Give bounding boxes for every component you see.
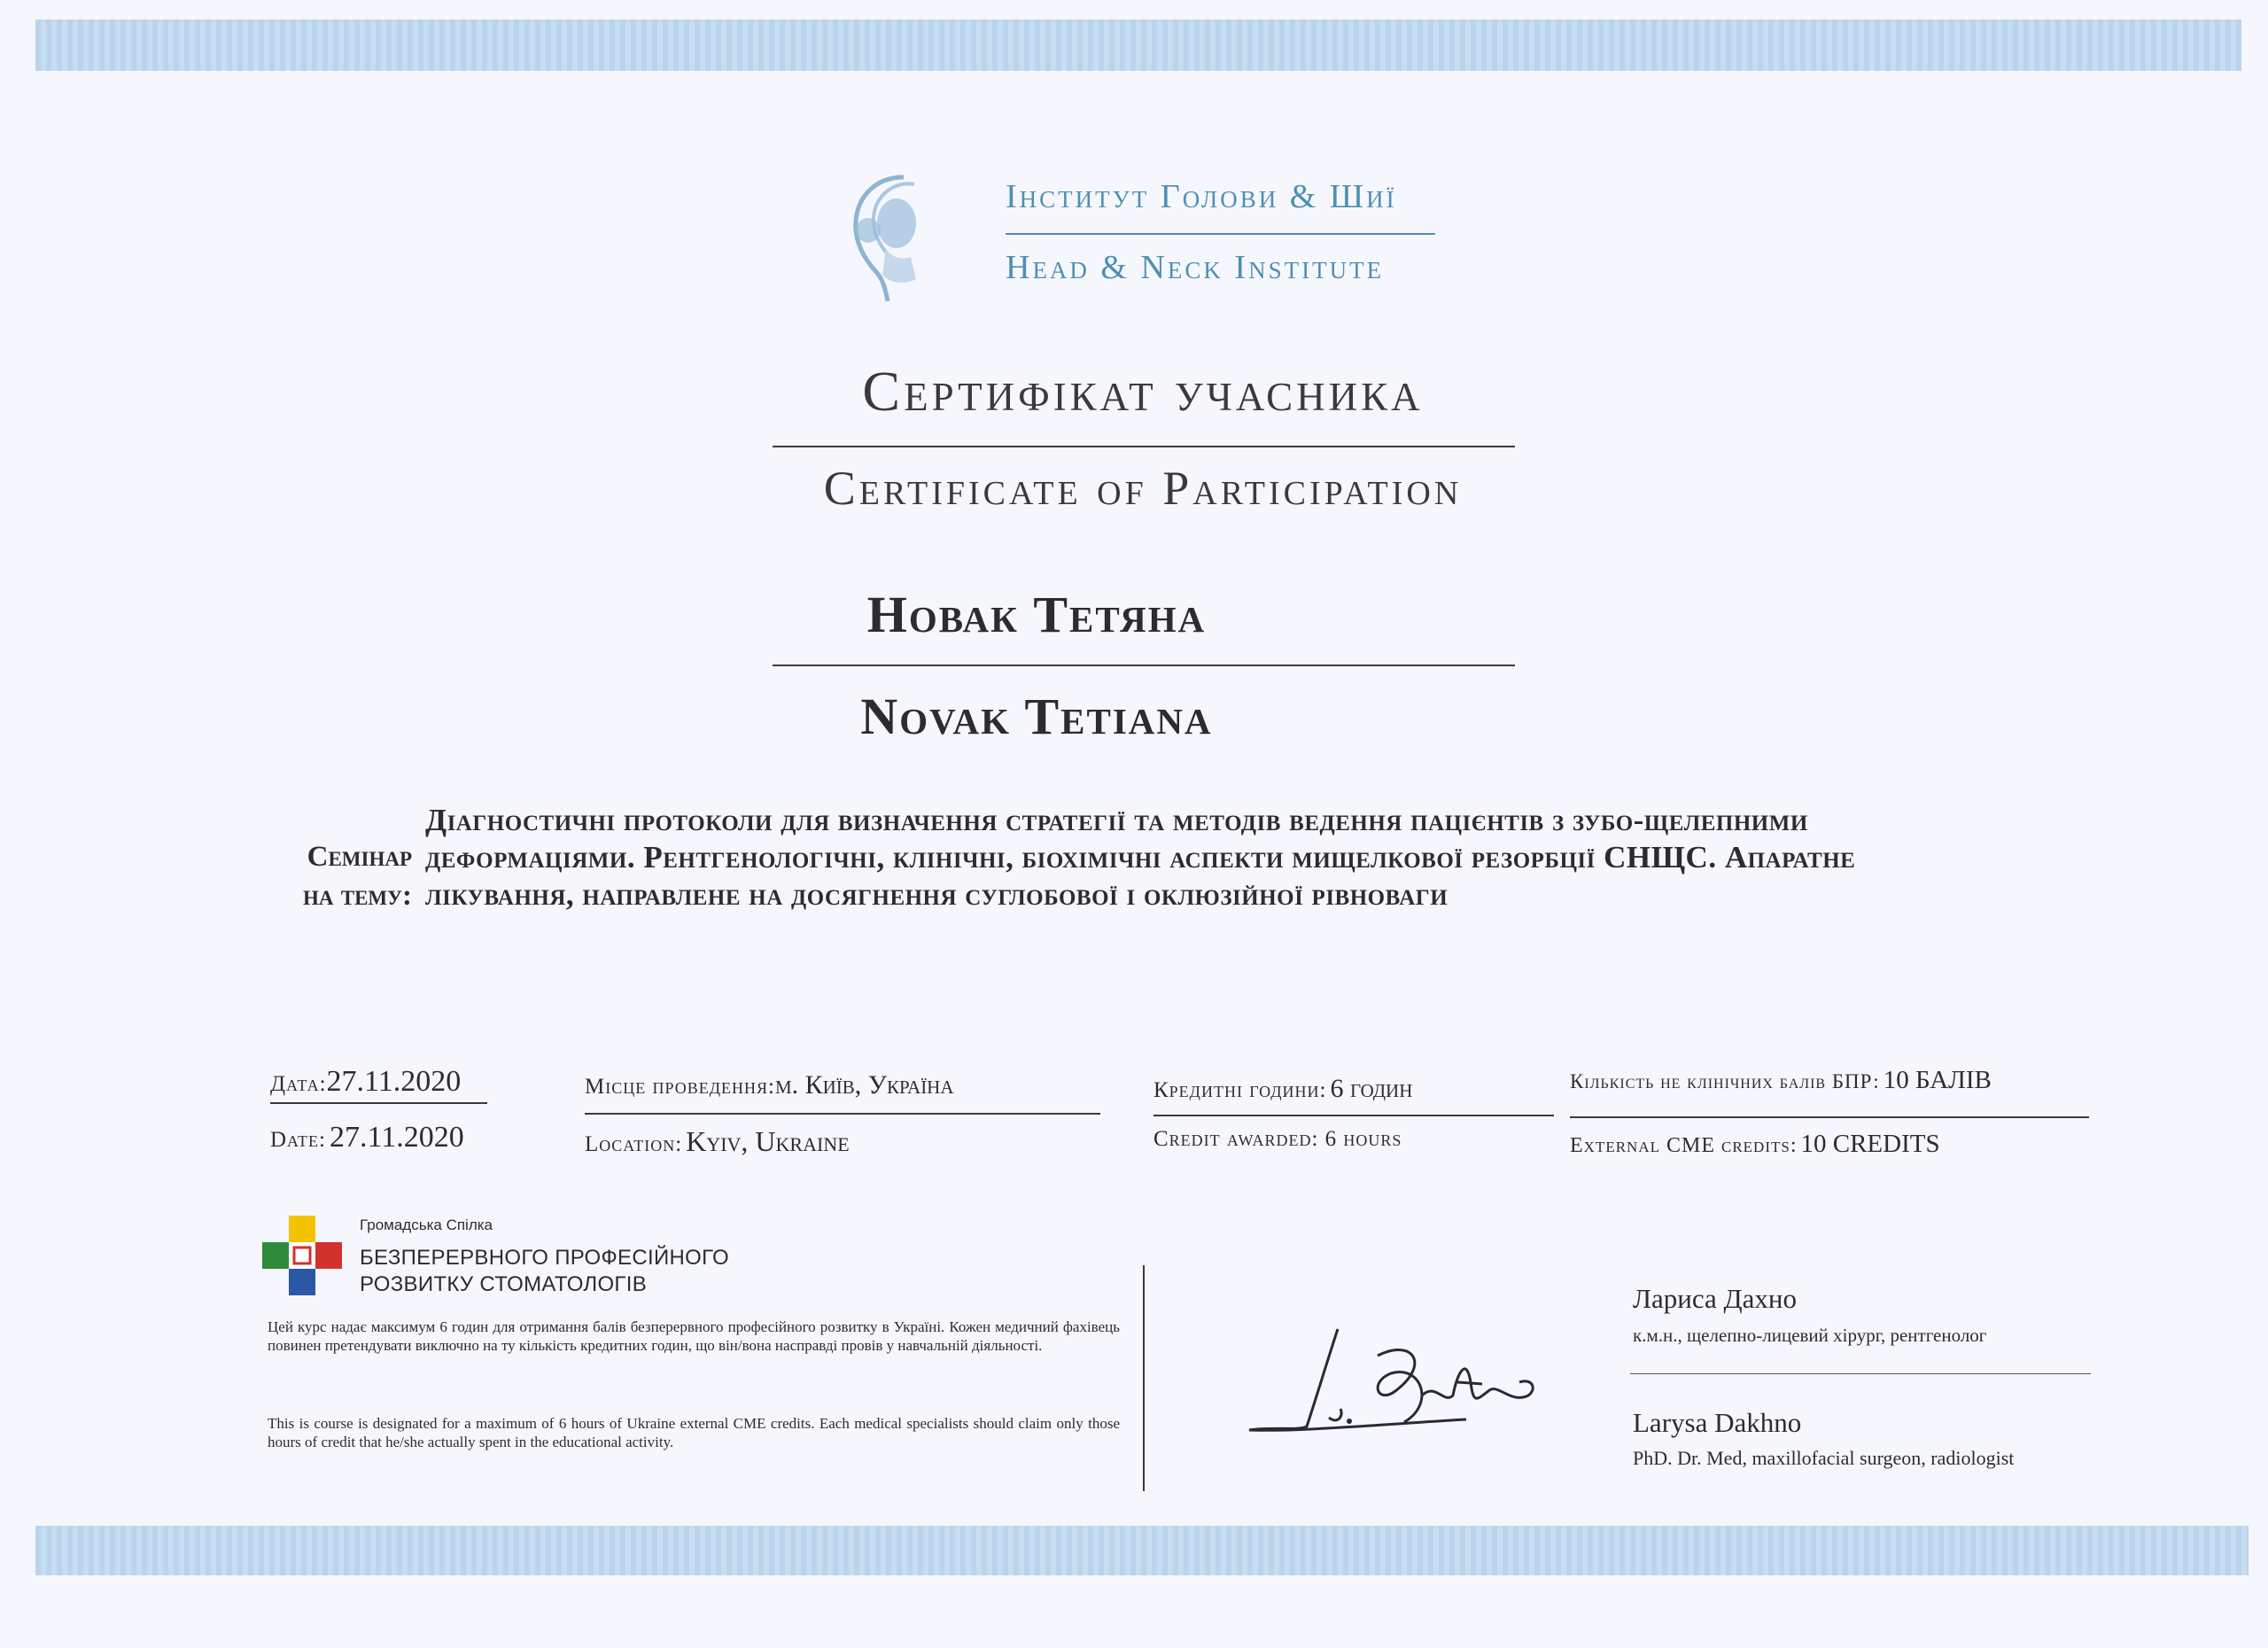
credit-divider <box>1153 1115 1554 1116</box>
signer-description-en: PhD. Dr. Med, maxillofacial surgeon, radiologist <box>1633 1447 2015 1469</box>
title-divider <box>773 446 1515 447</box>
date-label-ua: Дата: <box>270 1072 327 1096</box>
location-en <box>585 1125 850 1158</box>
cme-label-en: External CME credits: <box>1570 1134 1798 1157</box>
seminar-label-line2: на тему: <box>302 880 412 912</box>
organization-name <box>360 1245 729 1298</box>
location-label-ua: Місце проведення: <box>585 1075 775 1099</box>
participant-name-en: Novak Tetiana <box>860 688 1213 745</box>
date-divider <box>270 1102 487 1104</box>
institute-name-ua: Інститут Голови & Шиї <box>1006 178 1397 215</box>
credit-label-ua: Кредитні години: <box>1153 1078 1327 1102</box>
certificate-title-ua: Сертифікат учасника <box>862 360 1424 423</box>
location-divider <box>585 1113 1100 1115</box>
cme-note-ua: Цей курс надає максимум 6 годин для отримання балів безперервного професійного розвитку в Україні. Кожен медичний фахівець повинен претендувати виключно на ту кількість кредитних годин, що він/вона насправді провів у навчальній діяльності. <box>268 1318 1120 1354</box>
top-decorative-band <box>35 19 2241 71</box>
participant-name-ua: Новак Тетяна <box>866 586 1207 643</box>
head-profile-logo-icon <box>842 168 939 301</box>
credit-value-ua: 6 годин <box>1330 1074 1413 1103</box>
date-label-en: Date: <box>270 1128 326 1152</box>
institute-name-en: Head & Neck Institute <box>1006 249 1385 286</box>
seminar-label-line1: Семінар <box>307 841 412 873</box>
institute-divider <box>1006 233 1435 235</box>
location-value-ua: м. Київ, Україна <box>774 1070 954 1100</box>
cme-value-ua: 10 БАЛІВ <box>1883 1066 1992 1094</box>
location-value-en: Kyiv, Ukraine <box>686 1125 850 1157</box>
certificate-title-en: Certificate of Participation <box>823 462 1463 515</box>
credit-label-en: Credit awarded: 6 hours <box>1153 1127 1402 1151</box>
organization-line2: РОЗВИТКУ СТОМАТОЛОГІВ <box>360 1272 648 1296</box>
cme-en <box>1570 1130 1940 1159</box>
credit-ua <box>1153 1074 1412 1104</box>
signer-name-en: Larysa Dakhno <box>1633 1407 1802 1438</box>
cme-note-en: This is course is designated for a maximum of 6 hours of Ukraine external CME credits. Each medical specialists should claim only those hours of credit that he/she actually spent in the educational activity. <box>268 1415 1120 1450</box>
date-value-en: 27.11.2020 <box>330 1121 464 1154</box>
location-ua <box>585 1070 954 1100</box>
date-ua <box>270 1065 461 1099</box>
location-label-en: Location: <box>585 1132 683 1156</box>
name-divider <box>773 665 1515 666</box>
date-value-ua: 27.11.2020 <box>326 1065 462 1098</box>
signer-divider <box>1630 1373 2091 1374</box>
seminar-topic: Діагностичні протоколи для визначення стратегії та методів ведення пацієнтів з зубо-щелепними деформаціями. Рентгенологічні, клінічні, біохімічні аспекти мищелкової резорбції СНЩС. Апаратне лікування, направлене на досягнення суглобової і оклюзійної рівноваги <box>425 803 1856 912</box>
organization-line1: БЕЗПЕРЕРВНОГО ПРОФЕСІЙНОГО <box>360 1246 730 1270</box>
seminar-label <box>266 837 412 915</box>
signer-description-ua: к.м.н., щелепно-лицевий хірург, рентгенолог <box>1633 1325 1987 1346</box>
cme-ua <box>1570 1066 1992 1095</box>
handwritten-signature <box>1245 1320 1550 1453</box>
cme-label-ua: Кількість не клінічних балів БПР: <box>1570 1070 1880 1092</box>
signer-name-ua: Лариса Дахно <box>1633 1283 1798 1314</box>
cme-value-en: 10 CREDITS <box>1800 1130 1940 1158</box>
organization-small-label: Громадська Спілка <box>360 1217 493 1233</box>
date-en <box>270 1121 464 1154</box>
cme-divider <box>1570 1116 2089 1118</box>
vertical-divider <box>1143 1265 1145 1491</box>
credit-en <box>1153 1127 1402 1152</box>
bottom-decorative-band <box>35 1526 2249 1575</box>
cross-logo-icon <box>262 1216 342 1295</box>
